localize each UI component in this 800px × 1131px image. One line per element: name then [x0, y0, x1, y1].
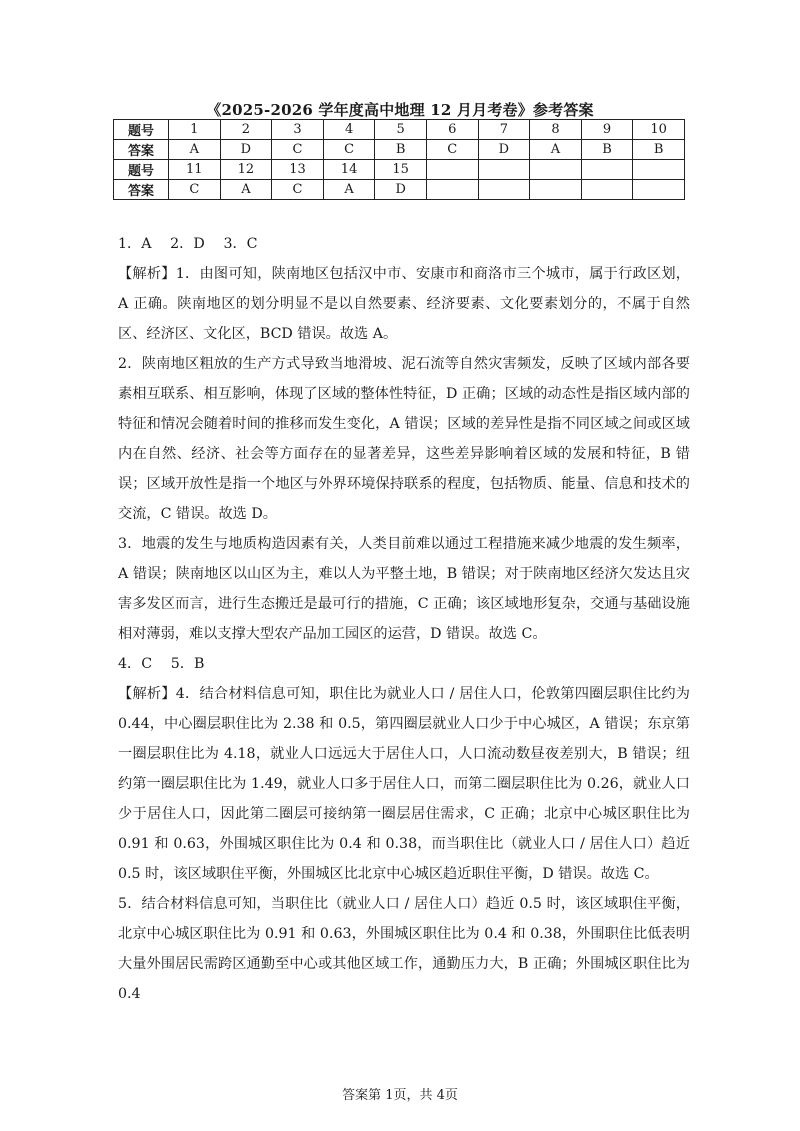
table-cell: 题号 [114, 120, 169, 140]
page-footer: 答案第 1页，共 4页 [342, 1088, 458, 1103]
table-cell: C [272, 140, 324, 160]
table-cell: 3 [272, 120, 324, 140]
answers-line-1-3: 1．A 2．D 3．C [118, 236, 258, 252]
analysis-q1: 【解析】1．由图可知，陕南地区包括汉中市、安康市和商洛市三个城市，属于行政区划，A 正确。陕南地区的划分明显不是以自然要素、经济要素、文化要素划分的，不属于自然区、经济区、文化区，BCD 错误。故选 A。 [118, 266, 690, 342]
table-row [114, 140, 685, 160]
table-cell [478, 180, 530, 200]
analysis-q3: 3．地震的发生与地质构造因素有关，人类目前难以通过工程措施来减少地震的发生频率，A 错误；陕南地区以山区为主，难以人为平整土地，B 错误；对于陕南地区经济欠发达且灾害多发区而言，进行生态搬迁是最可行的措施，C 正确；该区域地形复杂，交通与基础设施相对薄弱，难以支撑大型农产品加工园区的运营，D 错误。故选 C。 [118, 536, 690, 642]
table-cell: B [375, 140, 427, 160]
table-cell: 12 [220, 160, 272, 180]
table-cell: 8 [530, 120, 582, 140]
analysis-q4: 【解析】4．结合材料信息可知，职住比为就业人口 / 居住人口，伦敦第四圈层职住比约为 0.44，中心圈层职住比为 2.38 和 0.5，第四圈层就业人口少于中心城区，A 错误；东京第一圈层职住比为 4.18，就业人口远远大于居住人口，人口流动数昼夜差别大，B 错误；纽约第一圈层职住比为 1.49，就业人口多于居住人口，而第二圈层职住比为 0.26，就业人口少于居住人口，因此第二圈层可接纳第一圈层居住需求，C 正确；北京中心城区职住比为 0.91 和 0.63，外围城区职住比为 0.4 和 0.38，而当职住比（就业人口 / 居住人口）趋近 0.5 时，该区域职住平衡，外围城区比北京中心城区趋近职住平衡，D 错误。故选 C。 [118, 686, 690, 882]
table-cell [530, 180, 582, 200]
table-cell: 题号 [114, 160, 169, 180]
answers-line-4-5: 4．C 5．B [118, 656, 205, 672]
table-cell: C [323, 140, 375, 160]
table-row [114, 120, 685, 140]
table-cell [530, 160, 582, 180]
table-cell: 13 [272, 160, 324, 180]
table-cell: C [169, 180, 221, 200]
table-cell [633, 180, 685, 200]
analysis-q5: 5．结合材料信息可知，当职住比（就业人口 / 居住人口）趋近 0.5 时，该区域职住平衡，北京中心城区职住比为 0.91 和 0.63，外围城区职住比为 0.4 和 0.38，外围职住比低表明大量外围居民需跨区通勤至中心或其他区域工作，通勤压力大，B 正确；外围城区职住比为 0.4 [118, 896, 690, 1002]
table-cell: 15 [375, 160, 427, 180]
table-cell: D [478, 140, 530, 160]
table-cell [426, 160, 478, 180]
table-cell: A [220, 180, 272, 200]
table-row [114, 180, 685, 200]
table-cell [633, 160, 685, 180]
table-cell [581, 180, 633, 200]
table-cell: A [530, 140, 582, 160]
table-cell: A [169, 140, 221, 160]
table-cell [426, 180, 478, 200]
table-cell: C [272, 180, 324, 200]
table-cell: 5 [375, 120, 427, 140]
analysis-q2: 2．陕南地区粗放的生产方式导致当地滑坡、泥石流等自然灾害频发，反映了区域内部各要素相互联系、相互影响，体现了区域的整体性特征，D 正确；区域的动态性是指区域内部的特征和情况会随着时间的推移而发生变化，A 错误；区域的差异性是指不同区域之间或区域内在自然、经济、社会等方面存在的显著差异，这些差异影响着区域的发展和特征，B 错误；区域开放性是指一个地区与外界环境保持联系的程度，包括物质、能量、信息和技术的交流，C 错误。故选 D。 [118, 356, 690, 522]
answer-body [118, 229, 690, 1009]
table-cell: 2 [220, 120, 272, 140]
table-cell: 答案 [114, 140, 169, 160]
table-cell: 4 [323, 120, 375, 140]
table-cell: B [581, 140, 633, 160]
table-cell: B [633, 140, 685, 160]
table-cell: D [220, 140, 272, 160]
table-cell: 10 [633, 120, 685, 140]
table-cell: 14 [323, 160, 375, 180]
table-row [114, 160, 685, 180]
table-cell: 1 [169, 120, 221, 140]
table-cell [581, 160, 633, 180]
table-cell [478, 160, 530, 180]
table-cell: C [426, 140, 478, 160]
table-cell: 11 [169, 160, 221, 180]
page-title: 《2025-2026 学年度高中地理 12 月月考卷》参考答案 [206, 101, 594, 119]
table-cell: 答案 [114, 180, 169, 200]
table-cell: 9 [581, 120, 633, 140]
table-cell: D [375, 180, 427, 200]
table-cell: 7 [478, 120, 530, 140]
table-cell: 6 [426, 120, 478, 140]
table-cell: A [323, 180, 375, 200]
answer-table [113, 119, 685, 200]
